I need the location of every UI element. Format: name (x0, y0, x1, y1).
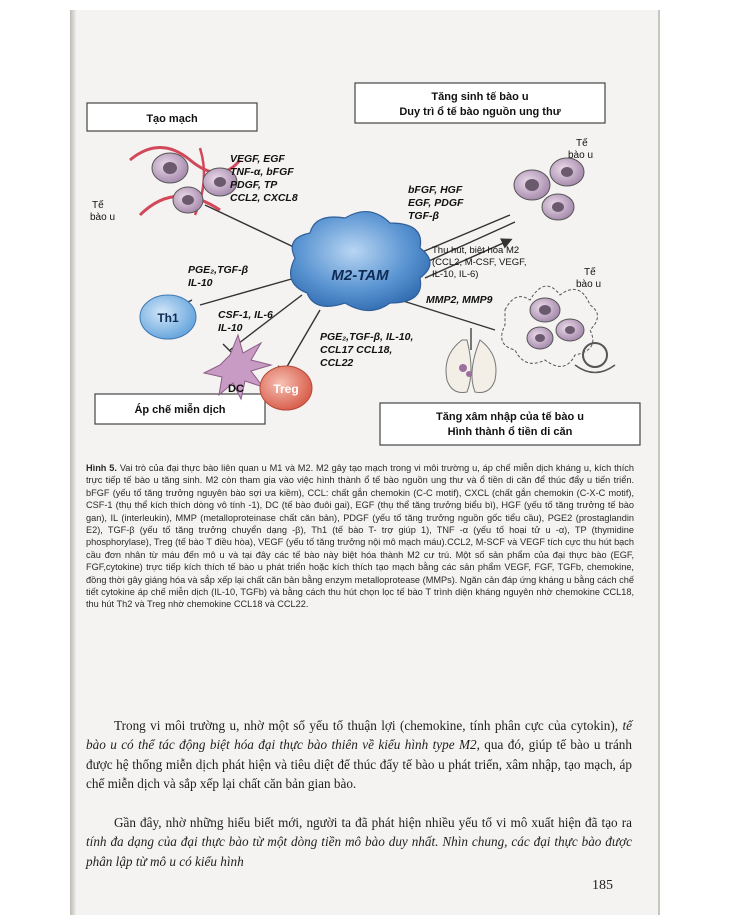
angio-factor-3: PDGF, TP (230, 179, 278, 191)
tumor-invasion-cluster (502, 286, 615, 372)
tumor-cluster-top-right (514, 158, 584, 220)
angiogenesis-label: Tạo mạch (146, 113, 198, 125)
angiogenesis-box (87, 103, 257, 131)
caption-label: Hình 5. (86, 463, 117, 473)
mmp-factor: MMP2, MMP9 (426, 294, 493, 306)
paragraph-1-b: , qua đó, giúp tế bào u tránh được hệ thống miễn dịch phát hiện và tiêu diệt để thúc đẩy tế bào u phát triển, xâm nhập, tạo mạch, áp chế miễn dịch và sắp xếp lại chất căn bản gian bào. (86, 737, 632, 792)
paragraph-1-emphasis: tế bào u có thể tác động biệt hóa đại thực bào thiên về kiểu hình type M2 (86, 718, 632, 753)
paragraph-2-emphasis: tính đa dạng của đại thực bào từ một dòng tiền mô bào duy nhất. Nhìn chung, các đại thực bào được phân lập từ mô u có kiểu hình (86, 834, 632, 869)
lung-icon (446, 328, 496, 393)
immunosuppression-box (95, 394, 265, 424)
proliferation-box (355, 83, 605, 123)
tumor-right-mid-label-2: bào u (576, 279, 602, 290)
prolif-factor-1: bFGF, HGF (408, 184, 463, 196)
th1-label: Th1 (157, 311, 179, 325)
treg-factor-2: CCL17 CCL18, (320, 344, 393, 356)
recruit-labels (432, 245, 527, 280)
dc-factor-1: CSF-1, IL-6 (218, 309, 273, 321)
tumor-left-label-2: bào u (90, 212, 116, 223)
caption-text: Vai trò của đại thực bào liên quan u M1 và M2. M2 gây tạo mạch trong vi môi trường u, áp chế miễn dịch kháng u, kích thích trực tiếp tế bào u tăng sinh. M2 còn tham gia vào việc hình thành ổ tế bào nguồn ung thư và ổ tiền di căn để thúc đẩy u tiến triển. bFGF (yếu tố tăng trưởng nguyên bào sợi ưa kiềm), CCL: chất gắn chemokin (C-C motif), CXCL (chất gắn chemokin (C-X-C motif), CSF-1 (thụ thể kích thích dòng vô tính -1), DC (tế bào đuôi gai), EGF (thụ thể tăng trưởng biểu bì), HGF (yếu tố tăng trưởng tế bào gan), IL (interleukin), MMP (metalloproteinase chất căn bản), PDGF (yếu tố tăng trưởng nguồn gốc tiểu cầu), PGE2 (prostaglandin E2), TGF-β (yếu tố tăng trưởng chuyển dạng -β), Th1 (tế bào T- trợ giúp 1), TNF -α (yếu tố hoại tử u -α), TP (thymidine phosphorylase), Treg (tế bào T điều hòa), VEGF (yếu tố tăng trưởng nội mô mạch máu).CCL2, M-SCF và VEGF tích cực thu hút bạch cầu đơn nhân từ máu đến mô u và tại đây các tế bào này biệt hóa thành M2 cư trú. Một số sản phẩm của đại thực bào (EGF, FGF,cytokine) trực tiếp kích thích tế bào u phát triển hoặc kích thích tạo mạch bằng các sản phẩm VEGF, FGF, TGFb, chemokine, đồng thời gây giáng hóa và sắp xếp lại chất căn bản bằng enzym metalloprotease (MMPs). Ngăn cản đáp ứng kháng u bằng cách chế tiết cytokine áp chế miễn dịch (IL-10, TGFb) và bằng cách thu hút chọn lọc tế bào T trình diện kháng nguyên nhờ chemokine CCL18, thu hút Th2 và Treg nhờ chemokine CCL18 và CCL22. (86, 463, 634, 610)
immunosuppression-label: Áp chế miễn dịch (134, 404, 226, 416)
treg-cell (260, 366, 312, 410)
tumor-vessel-cluster (130, 148, 240, 216)
recruit-factor-1: Thu hút, biệt hóa M2 (432, 245, 520, 256)
recruit-factor-2: (CCL2, M-CSF, VEGF, (432, 257, 527, 268)
th1-cell (140, 295, 196, 339)
treg-factor-3: CCL22 (320, 357, 354, 369)
m2-tam-cell (291, 212, 430, 311)
invasion-box (380, 403, 640, 445)
proliferation-label-2: Duy trì ổ tế bào nguồn ung thư (399, 106, 561, 118)
paragraph-1-a: Trong vi môi trường u, nhờ một số yếu tố thuận lợi (chemokine, tính phân cực của cytokin), (114, 718, 623, 733)
proliferation-label-1: Tăng sinh tế bào u (431, 91, 529, 103)
treg-label: Treg (273, 382, 299, 396)
recruit-factor-3: IL-10, IL-6) (432, 269, 479, 280)
prolif-factor-2: EGF, PDGF (408, 197, 464, 209)
paragraph-2 (86, 813, 632, 871)
prolif-factor-3: TGF-β (408, 210, 440, 222)
m2-tam-label: M2-TAM (331, 267, 389, 284)
treg-factor-1: PGE₂,TGF-β, IL-10, (320, 331, 414, 343)
invasion-label-1: Tăng xâm nhập của tế bào u (436, 411, 584, 423)
th1-factor-2: IL-10 (188, 277, 213, 289)
figure-caption (86, 462, 634, 611)
angio-factor-1: VEGF, EGF (230, 153, 285, 165)
angio-factor-4: CCL2, CXCL8 (230, 192, 298, 204)
dc-label: DC (228, 383, 244, 395)
th1-factor-1: PGE₂,TGF-β (188, 264, 249, 276)
tumor-right-top-label-2: bào u (568, 150, 594, 161)
invasion-label-2: Hình thành ổ tiền di căn (447, 426, 573, 438)
paragraph-2-a: Gần đây, nhờ những hiểu biết mới, người ta đã phát hiện nhiều yếu tố vi mô xuất hiện đã tạo ra (114, 815, 632, 830)
tumor-right-top-label-1: Tế (576, 138, 588, 149)
dc-factor-2: IL-10 (218, 322, 243, 334)
paragraph-1 (86, 716, 632, 794)
tumor-right-mid-label-1: Tế (584, 267, 596, 278)
m2-tam-figure (70, 10, 660, 460)
angio-factor-2: TNF-α, bFGF (230, 166, 294, 178)
page-number: 185 (592, 878, 613, 893)
tumor-left-label-1: Tế (92, 200, 104, 211)
